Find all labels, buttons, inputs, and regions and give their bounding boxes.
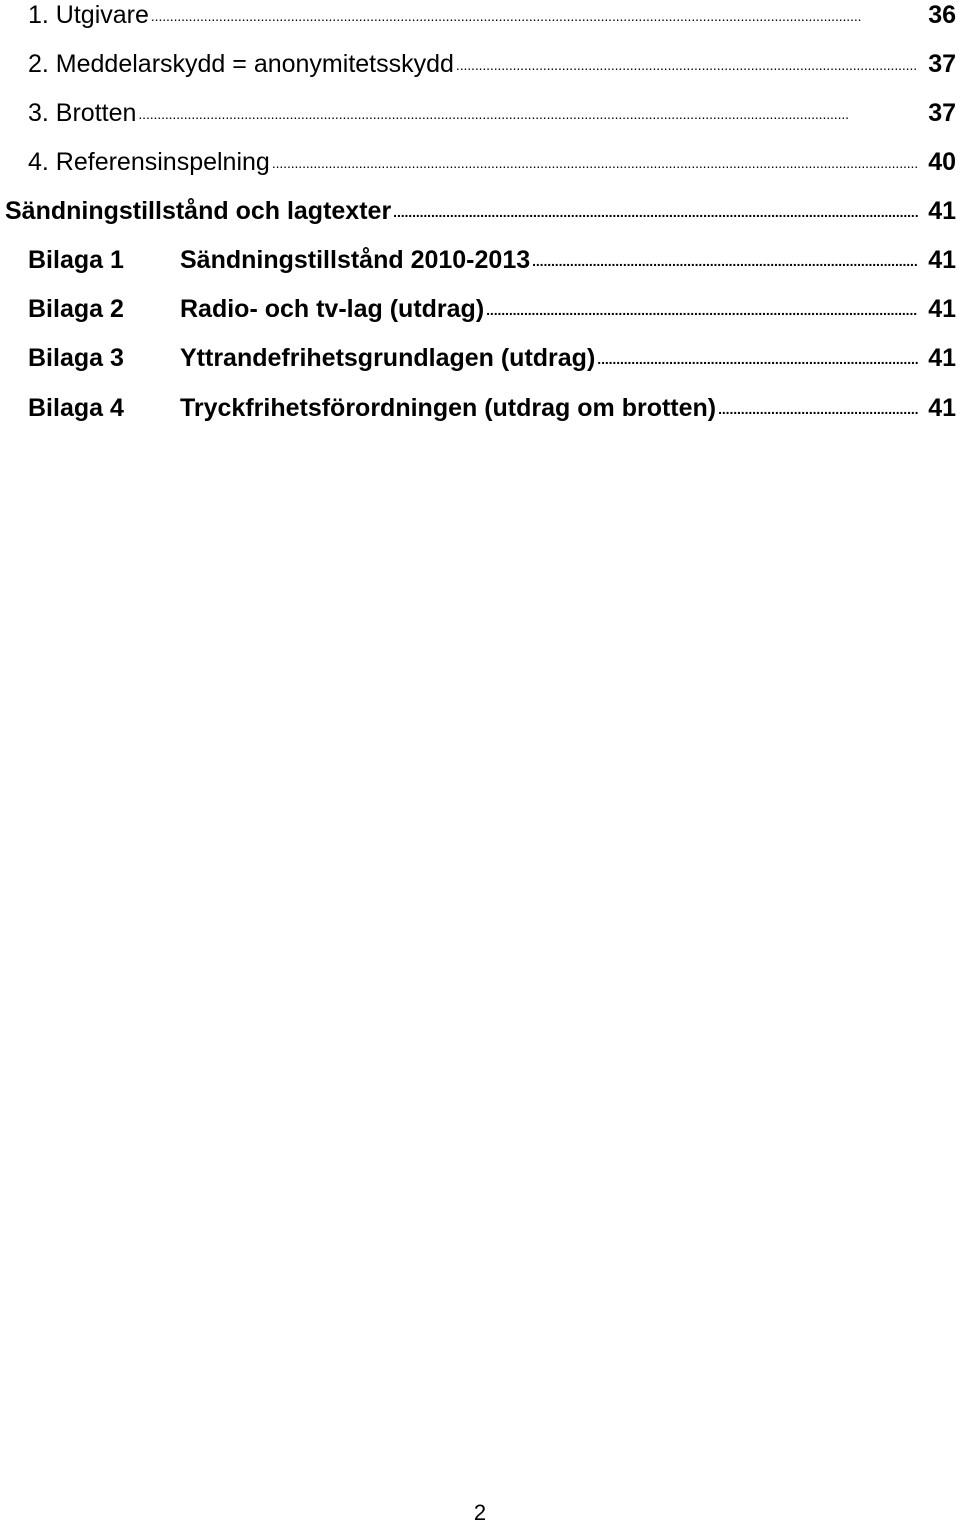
toc-entry-page: 41 (928, 197, 956, 225)
toc-entry-title: 4. Referensinspelning (28, 148, 270, 176)
toc-entry-page: 36 (928, 1, 956, 29)
toc-entry-title: 3. Brotten (28, 99, 137, 127)
appendix-page: 41 (928, 344, 956, 372)
dot-leader (486, 291, 918, 317)
appendix-label: Bilaga 4 (28, 394, 124, 422)
appendix-page: 41 (928, 295, 956, 323)
toc-entry-meddelarskydd[interactable] (0, 46, 960, 96)
toc-entry-title: 1. Utgivare (28, 1, 149, 29)
page-number: 2 (473, 1500, 487, 1525)
toc-entry-page: 37 (928, 99, 956, 127)
toc-entry-utgivare[interactable] (0, 0, 960, 47)
toc-entry-title: Sändningstillstånd och lagtexter (5, 197, 392, 225)
dot-leader (718, 390, 918, 416)
toc-appendix-2[interactable] (0, 291, 960, 341)
dot-leader (456, 46, 918, 72)
appendix-title: Radio- och tv-lag (utdrag) (180, 295, 485, 323)
dot-leader (272, 144, 918, 170)
appendix-page: 41 (928, 394, 956, 422)
appendix-title: Yttrandefrihetsgrundlagen (utdrag) (180, 344, 596, 372)
appendix-title: Sändningstillstånd 2010-2013 (180, 246, 531, 274)
toc-appendix-4[interactable] (0, 390, 960, 440)
toc-entry-brotten[interactable] (0, 95, 960, 145)
toc-entry-page: 37 (928, 50, 956, 78)
appendix-page: 41 (928, 246, 956, 274)
toc-entry-referensinspelning[interactable] (0, 144, 960, 194)
toc-entry-page: 40 (928, 148, 956, 176)
dot-leader (532, 242, 918, 268)
appendix-title: Tryckfrihetsförordningen (utdrag om brotten) (180, 394, 717, 422)
appendix-label: Bilaga 1 (28, 246, 124, 274)
dot-leader (597, 340, 918, 366)
toc-appendix-1[interactable] (0, 242, 960, 292)
appendix-label: Bilaga 3 (28, 344, 124, 372)
dot-leader (393, 193, 918, 219)
appendix-label: Bilaga 2 (28, 295, 124, 323)
dot-leader (151, 0, 918, 23)
toc-entry-sandningstillstand-lagtexter[interactable] (0, 193, 960, 243)
toc-appendix-3[interactable] (0, 340, 960, 390)
dot-leader (138, 95, 918, 121)
toc-entry-title: 2. Meddelarskydd = anonymitetsskydd (28, 50, 454, 78)
